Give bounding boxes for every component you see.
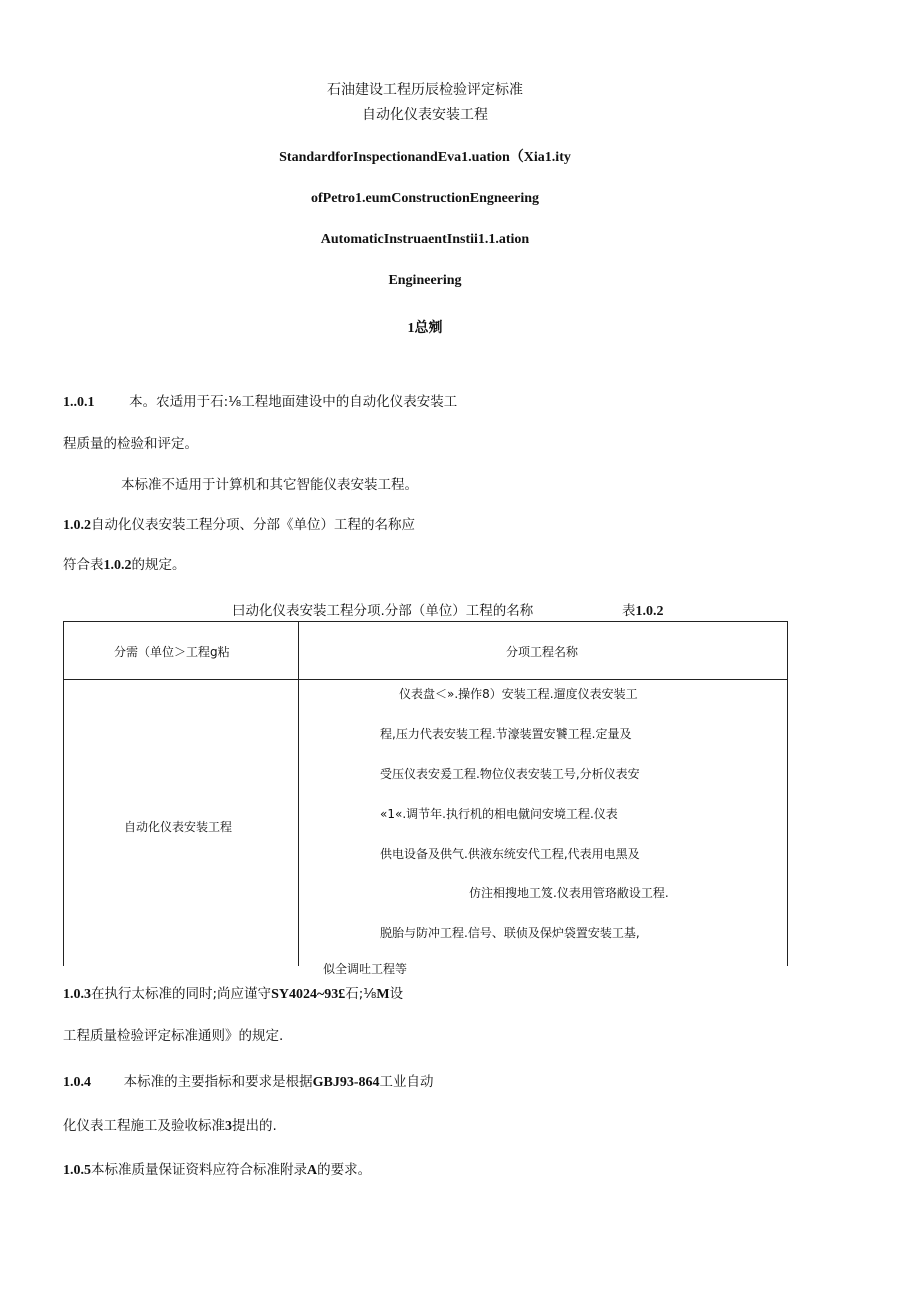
clause-text: 工业自动: [379, 1074, 434, 1090]
table-cell-item-line: 供电设备及供气.供液东统安代工程,代表用电黑及: [380, 847, 640, 861]
clause-text: 设: [389, 986, 404, 1002]
clause-text: 本标准质量保证资料应符合标准附录: [91, 1162, 307, 1178]
clause-text: 自动化仪表安装工程分项、分部《单位）工程的名称应: [91, 517, 415, 533]
clause-number: 1.0.3: [63, 987, 91, 1002]
clause-text: 本。农适用于石:⅛工程地面建设中的自动化仪表安装工: [129, 394, 458, 410]
table-number-value: 1.0.2: [635, 604, 664, 619]
table-ref: 1.0.2: [103, 558, 132, 573]
title-en-1: StandardforInspectionandEva1.uation（Xia1.ity: [279, 150, 571, 165]
standard-ref: GBJ93-864: [312, 1075, 380, 1090]
clause-1-0-2-cont: [63, 553, 186, 574]
clause-number: 1.0.2: [63, 518, 91, 533]
clause-number: 1.0.5: [63, 1163, 91, 1178]
clause-number: 1.0.4: [63, 1075, 91, 1090]
section-heading: [0, 317, 850, 337]
table-cell-item-line: «1«.调节年.执行机的相电僦问安境工程.仪表: [380, 807, 618, 821]
title-en-2: ofPetro1.eumConstructionEngneering: [311, 191, 539, 206]
table-column-divider: [298, 622, 299, 966]
clause-1-0-3-cont: 工程质量检验评定标准通则》的规定.: [63, 1028, 284, 1044]
clause-text: 化仪表工程施工及验收标准: [63, 1118, 225, 1134]
table-number: [622, 599, 664, 620]
classification-table: [63, 621, 788, 976]
table-cell-item-line: 仿注相搜地工笈.仪表用管珞敝设工程.: [469, 886, 669, 900]
title-en-3: AutomaticInstruaentInstii1.1.ation: [320, 232, 530, 247]
title-cn-1: 石油建设工程历辰检验评定标准: [327, 82, 523, 98]
section-heading-text: 1总剜: [407, 321, 443, 336]
clause-text: 本标准的主要指标和要求是根据: [123, 1074, 313, 1090]
clause-text: 石;⅛: [345, 986, 377, 1002]
clause-text: 在执行太标准的同时;尚应谨守: [91, 986, 272, 1002]
clause-1-0-4-cont: [63, 1114, 277, 1135]
title-en-4: Engineering: [388, 273, 462, 288]
table-cell-item-line: 似全调吐工程等: [323, 962, 408, 976]
clause-1-0-5: [63, 1158, 371, 1179]
clause-text: 提出的.: [232, 1118, 277, 1134]
table-header-left: 分需（单位＞工程g粘: [114, 645, 230, 659]
clause-number: 1..0.1: [63, 395, 95, 410]
standard-ref: SY4024~93£: [271, 987, 346, 1002]
clause-1-0-4: [63, 1070, 433, 1091]
clause-text: 符合表: [63, 557, 104, 573]
table-cell-item-line: 脱胎与防冲工程.信号、联侦及保炉袋置安装工基,: [380, 926, 640, 940]
table-caption: 曰动化仪表安装工程分项.分部（单位）工程的名称: [232, 603, 534, 619]
clause-1-0-1-p2: 本标准不适用于计算机和其它智能仪表安装工程。: [121, 477, 418, 493]
clause-1-0-1: [63, 390, 457, 411]
table-header-right: 分项工程名称: [506, 645, 579, 659]
table-cell-unit: 自动化仪表安装工程: [124, 820, 233, 834]
clause-text: M: [376, 987, 390, 1002]
clause-1-0-3: [63, 982, 403, 1003]
clause-1-0-1-cont: 程质量的检验和评定。: [63, 436, 198, 452]
title-cn-2: 自动化仪表安装工程: [362, 107, 488, 123]
table-cell-item-line: 程,压力代表安装工程.节濠装置安饕工程.定量及: [380, 727, 632, 741]
clause-1-0-2: [63, 513, 415, 534]
table-cell-item-line: 受压仪表安爰工程.物位仪表安装工号,分析仪表安: [380, 767, 640, 781]
table-cell-item-line: 仪表盘＜».操作8）安装工程.遛度仪表安装工: [399, 687, 638, 701]
clause-text: 3: [225, 1119, 232, 1134]
clause-text: 的规定。: [131, 557, 186, 573]
table-header-divider: [64, 679, 787, 680]
appendix-ref: A: [307, 1163, 318, 1178]
table-number-label: 表: [622, 603, 636, 619]
clause-text: 的要求。: [317, 1162, 372, 1178]
